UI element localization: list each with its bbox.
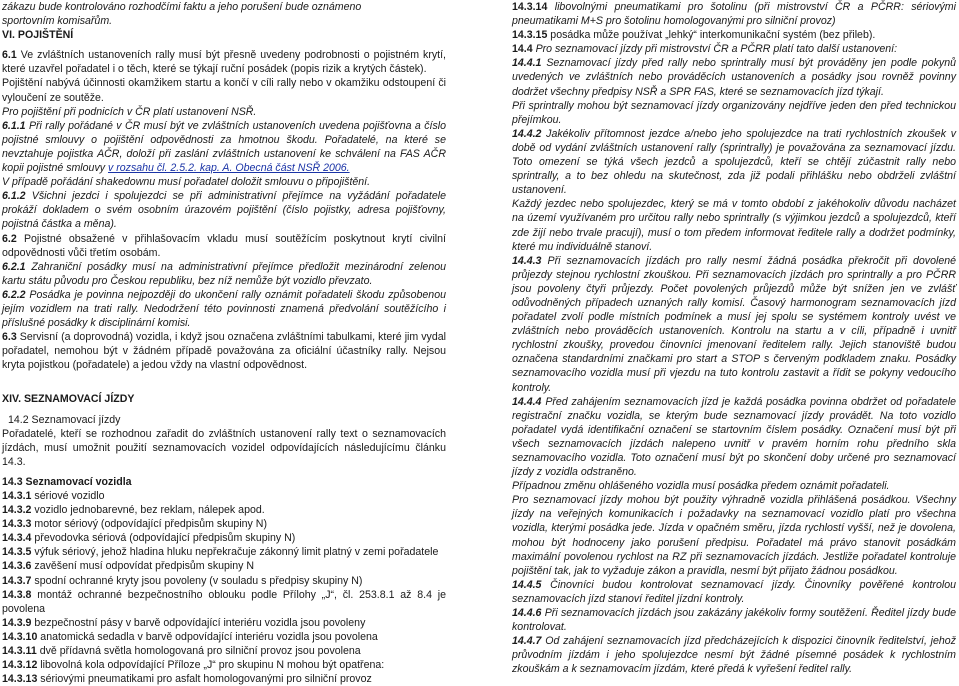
section-heading-recon: XIV. SEZNAMOVACÍ JÍZDY	[2, 393, 135, 406]
paragraph-14-4-3: 14.4.3 Při seznamovacích jízdách pro rally nesmí žádná posádka překročit při dovolené průjezdy stejnou rychlostní zkouškou. Při seznamovacích jízdách pro sprintrally a pro PČRR jsou povoleny čtyři průjezdy. Počet povolených průjezdů může být snížen jen ve zvlášť odůvodněných případech uznaných rally komisí. Časový harmonogram seznamovacích jízd pořadatel zvolí podle místních podmínek a musí jej spolu se systémem kontroly uvést ve zvláštních nebo prováděcích ustanoveních. Kontrolu na startu a v cíli, případně i uvnitř rychlostní zkoušky, provedou činovníci jmenovaní ředitelem rally. Jejich stanoviště budou označena standardními značkami pro start a STOP s červeným podkladem znaku. Posádky seznamovacího vozidla musí při vjezdu na tuto kontrolu zastavit a řídit se pokyny vedoucího kontroly.	[512, 254, 956, 394]
list-item: 14.3.3 motor sériový (odpovídající předpisům skupiny N)	[2, 518, 267, 531]
paragraph-6-1-2: 6.1.2 Všichni jezdci i spolujezdci se při administrativní přejímce na vyžádání pořadatele prokáží dokladem o svém osobním úrazovém pojištění (číslo pojistky, adresa pojišťovny, pojistná částka a měna).	[2, 190, 446, 231]
paragraph-14-4-7: 14.4.7 Od zahájení seznamovacích jízd předcházejících k dispozici činovník ředitelství, jehož průvodním jízdám i jeho spolujezdce nesmí být žádné písemné posádek k rychlostním zkouškám a k seznamovacím jízdám, které předá k vyřešení ředitel rally.	[512, 635, 956, 676]
paragraph-6-1-c: Pro pojištění při podnicích v ČR platí ustanovení NSŘ.	[2, 105, 257, 118]
list-item: 14.3.5 výfuk sériový, jehož hladina hluku nepřekračuje zákonný limit platný v zemi pořadatele	[2, 546, 439, 559]
list-item: 14.3.2 vozidlo jednobarevné, bez reklam, nálepek apod.	[2, 504, 265, 517]
list-item: 14.3.1 sériové vozidlo	[2, 490, 105, 502]
left-column	[2, 0, 446, 686]
section-heading-insurance: VI. POJIŠTĚNÍ	[2, 29, 74, 42]
paragraph-14-2-title: 14.2 Seznamovací jízdy	[8, 413, 121, 426]
paragraph-6-2-2: 6.2.2 Posádka je povinna nejpozději do ukončení rally oznámit pořadateli škodu způsobenou jejím vozidlem na trati rally. Nedodržení této povinnosti znamená předvolání soutěžícího i příslušné posádky k disciplinární komisi.	[2, 288, 446, 330]
text-block: zákazu bude kontrolováno rozhodčími faktu a jeho porušení bude oznámeno sportovním komisařům.	[2, 1, 362, 28]
paragraph-6-1-1-b: V případě pořádání shakedownu musí pořadatel doložit smlouvu o připojištění.	[2, 176, 371, 189]
paragraph-14-4-2: 14.4.2 Jakékoliv přítomnost jezdce a/nebo jeho spolujezdce na trati rychlostních zkoušek v době od vydání zvláštních ustanovení rally (sprintrally) je považována za seznamovací jízdu. Toto omezení se týká všech jezdců a spolujezdců, kteří se chtějí zúčastnit rally nebo sprintrally, a to bez ohledu na skutečnost, zda již podali přihlášku nebo obdrželi zvláštní ustanovení.	[512, 127, 956, 197]
paragraph-14-4-4: 14.4.4 Před zahájením seznamovacích jízd je každá posádka povinna obdržet od pořadatele registrační značku vozidla, se kterým bude seznamovací jízdy provádět. Na toto vozidlo pořadatel vydá identifikační označení se startovním číslem posádky. Označení musí být při všech seznamovacích jízdách nalepeno uvnitř v pravém horním rohu předního skla seznamovacího vozidla. Toto označení musí být po skončení doby určené pro seznamovací jízdy z vozidla odstraněno.	[512, 395, 956, 479]
list-item: 14.3.8 montáž ochranné bezpečnostního oblouku podle Přílohy „J“, čl. 253.8.1 až 8.4 je povolena	[2, 588, 446, 615]
list-item: 14.3.10 anatomická sedadla v barvě odpovídající interiéru vozidla jsou povolena	[2, 630, 378, 643]
paragraph-6-1-1: 6.1.1 Při rally pořádané v ČR musí být ve zvláštních ustanoveních uvedena pojišťovna a číslo pojistné smlouvy o pojištění odpovědnosti za hmotnou škodu. Pořadatelé, na které se nevztahuje pojistka AČR, doloží při zaslání zvláštních ustanovení ke schválení na FAS AČR kopii pojistné smlouvy v rozsahu čl. 2.5.2. kap. A. Obecná část NSŘ 2006.	[2, 119, 446, 175]
paragraph-6-1-b: Pojištění nabývá účinnosti okamžikem startu a končí v cíli rally nebo v okamžiku odstoupení či vyloučení ze soutěže.	[2, 77, 446, 104]
list-item: 14.3.6 zavěšení musí odpovídat předpisům skupiny N	[2, 560, 255, 573]
paragraph-6-2-1: 6.2.1 Zahraniční posádky musí na administrativní přejímce předložit mezinárodní zelenou kartu státu původu pro Českou republiku, bez níž nemůže být vozidlo převzato.	[2, 260, 446, 287]
link-nsr[interactable]: v rozsahu čl. 2.5.2. kap. A. Obecná část NSŘ 2006.	[107, 162, 350, 175]
vehicle-requirements-list	[2, 489, 446, 686]
paragraph-14-4-5: 14.4.5 Činovníci budou kontrolovat seznamovací jízdy. Činovníky pověřené kontrolou seznamovacích jízd stanoví ředitel jízdní kontroly.	[512, 578, 956, 605]
paragraph-14-4-6: 14.4.6 Při seznamovacích jízdách jsou zakázány jakékoliv formy soutěžení. Ředitel jízdy bude kontrolovat.	[512, 607, 956, 634]
paragraph-14-4-2-b: Každý jezdec nebo spolujezdec, který se má v tomto období z jakéhokoliv důvodu nacházet na území využívaném pro určitou rally nebo sprintrally (s výjimkou jezdců a spolujezdců, kteří zde žijí nebo trvale pracují), musí o tom předem informovat ředitele rally a dodržet podmínky, které mu individuálně stanoví.	[512, 198, 956, 253]
paragraph-14-4: 14.4 Pro seznamovací jízdy při mistrovství ČR a PČRR platí tato další ustanovení:	[512, 43, 898, 56]
paragraph-6-1: 6.1 Ve zvláštních ustanoveních rally musí být přesně uvedeny podrobnosti o pojistném krytí, které uzavřel pořadatel i o těch, které se týkají ruční posádek (popis rizik a krytých částek).	[2, 49, 446, 76]
paragraph-14-3-15: 14.3.15 posádka může používat „lehký“ interkomunikační systém (bez přileb).	[512, 29, 876, 42]
list-item: 14.3.12 libovolná kola odpovídající Příloze „J“ pro skupinu N mohou být opatřena:	[2, 659, 385, 672]
paragraph-14-4-4-c: Pro seznamovací jízdy mohou být použity výhradně vozidla přihlášená posádkou. Všechny jízdy na veřejných komunikacích i požadavky na seznamovací vozidlo platí pro všechna vozidla, kterými posádka jede. Jízda v opačném směru, jízda rychlostí vyšší, než je dovolena, mohou být hodnoceny jako porušení předpisu. Pořadatel má právo stanovit posádkám maximální povolenou rychlost na RZ při seznamovacích jízdách. Jestliže pořadatel kontroluje pojištění tak, jak to vyžaduje zákon a pravidla, nesmí být přijato žádnou posádkou.	[512, 494, 956, 577]
right-column	[512, 0, 956, 677]
list-item: 14.3.9 bezpečnostní pásy v barvě odpovídající interiéru vozidla jsou povoleny	[2, 616, 366, 629]
list-item: 14.3.11 dvě přídavná světla homologovaná pro silniční provoz jsou povolena	[2, 645, 361, 658]
paragraph-14-2: Pořadatelé, kteří se rozhodnou zařadit do zvláštních ustanovení rally text o seznamovacích jízdách, musí umožnit použití seznamovacích vozidel odpovídajících následujícímu článku 14.3.	[2, 427, 446, 468]
paragraph-14-3-14: 14.3.14 libovolnými pneumatikami pro šotolinu (při mistrovství ČR a PČRR: sériovými pneumatikami M+S pro šotolinu homologovanými pro silniční provoz)	[512, 1, 956, 28]
paragraph-6-2: 6.2 Pojistné obsažené v přihlašovacím vkladu musí soutěžícím poskytnout krytí civilní odpovědnosti vůči třetím osobám.	[2, 232, 446, 259]
paragraph-6-3: 6.3 Servisní (a doprovodná) vozidla, i když jsou označena zvláštními tabulkami, které jim vydal pořadatel, nemohou být v žádném případě považována za oficiální účastníky rally. Nejsou kryta pojistkou (pořadatele) a jedou vždy na vlastní odpovědnost.	[2, 331, 446, 372]
paragraph-14-4-1-b: Při sprintrally mohou být seznamovací jízdy organizovány nejdříve jeden den před technickou přejímkou.	[512, 99, 956, 126]
list-item: 14.3.7 spodní ochranné kryty jsou povoleny (v souladu s předpisy skupiny N)	[2, 574, 363, 587]
paragraph-14-4-1: 14.4.1 Seznamovací jízdy před rally nebo sprintrally musí být prováděny jen podle pokynů uvedených ve zvláštních nebo prováděcích ustanoveních a posádky jsou rovněž povinny dodržet všechny předpisy NSŘ a SPR FAS, které se seznamovacích jízd týkají.	[512, 57, 956, 98]
paragraph-14-4-4-b: Případnou změnu ohlášeného vozidla musí posádka předem oznámit pořadateli.	[512, 480, 890, 493]
subheading-14-3: 14.3 Seznamovací vozidla	[2, 475, 132, 488]
list-item: 14.3.4 převodovka sériová (odpovídající předpisům skupiny N)	[2, 532, 296, 545]
list-item: 14.3.13 sériovými pneumatikami pro asfalt homologovanými pro silniční provoz	[2, 673, 372, 686]
